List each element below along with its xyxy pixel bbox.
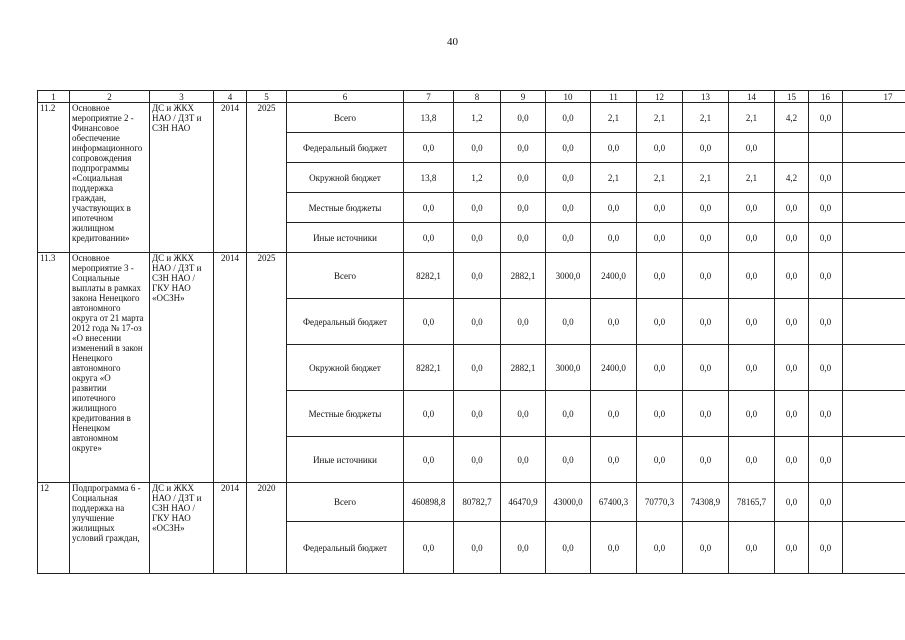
page-number: 40	[447, 36, 458, 48]
amount-cell: 0,0	[637, 522, 683, 574]
amount-cell: 46470,9	[501, 483, 546, 522]
start-year-cell: 2014	[214, 483, 247, 574]
amount-cell: 2882,1	[501, 253, 546, 299]
end-year-cell: 2025	[247, 253, 287, 483]
amount-cell: 0,0	[501, 193, 546, 223]
amount-cell: 0,0	[683, 193, 729, 223]
amount-cell: 0,0	[546, 299, 591, 345]
amount-cell: 460898,8	[404, 483, 454, 522]
amount-cell: 0,0	[454, 437, 501, 483]
column-number-cell: 7	[404, 91, 454, 103]
amount-cell: 0,0	[729, 193, 775, 223]
amount-cell: 0,0	[637, 223, 683, 253]
start-year-cell: 2014	[214, 103, 247, 253]
funding-source-cell: Местные бюджеты	[287, 193, 404, 223]
amount-cell: 0,0	[775, 253, 809, 299]
amount-cell: 0,0	[546, 522, 591, 574]
amount-cell: 0,0	[809, 193, 843, 223]
amount-cell: 0,0	[809, 522, 843, 574]
amount-cell: 0,0	[637, 133, 683, 163]
amount-cell: 0,0	[501, 223, 546, 253]
amount-cell: 0,0	[404, 391, 454, 437]
amount-cell: 0,0	[637, 299, 683, 345]
amount-cell: 0,0	[775, 483, 809, 522]
amount-cell: 0,0	[591, 223, 637, 253]
amount-cell: 0,0	[729, 253, 775, 299]
start-year-cell: 2014	[214, 253, 247, 483]
amount-cell	[843, 391, 905, 437]
amount-cell: 0,0	[546, 103, 591, 133]
amount-cell	[843, 193, 905, 223]
column-number-cell: 5	[247, 91, 287, 103]
amount-cell: 0,0	[454, 253, 501, 299]
measure-name-cell: Подпрограмма 6 - Социальная поддержка на улучшение жилищных условий граждан,	[70, 483, 150, 574]
amount-cell: 0,0	[637, 193, 683, 223]
amount-cell: 0,0	[546, 163, 591, 193]
amount-cell: 0,0	[775, 345, 809, 391]
amount-cell: 0,0	[729, 345, 775, 391]
amount-cell: 0,0	[809, 253, 843, 299]
funding-source-cell: Всего	[287, 103, 404, 133]
amount-cell: 0,0	[591, 437, 637, 483]
amount-cell: 0,0	[404, 522, 454, 574]
amount-cell: 0,0	[637, 253, 683, 299]
amount-cell: 0,0	[501, 103, 546, 133]
amount-cell: 43000,0	[546, 483, 591, 522]
amount-cell: 2,1	[591, 103, 637, 133]
amount-cell: 78165,7	[729, 483, 775, 522]
amount-cell: 4,2	[775, 163, 809, 193]
amount-cell: 0,0	[501, 163, 546, 193]
amount-cell: 0,0	[775, 437, 809, 483]
amount-cell: 0,0	[637, 391, 683, 437]
amount-cell	[809, 133, 843, 163]
column-number-cell: 14	[729, 91, 775, 103]
amount-cell	[843, 437, 905, 483]
amount-cell: 70770,3	[637, 483, 683, 522]
column-number-cell: 10	[546, 91, 591, 103]
amount-cell: 0,0	[454, 522, 501, 574]
amount-cell: 2400,0	[591, 345, 637, 391]
amount-cell: 0,0	[546, 223, 591, 253]
amount-cell: 0,0	[404, 193, 454, 223]
amount-cell: 0,0	[683, 391, 729, 437]
amount-cell: 0,0	[454, 391, 501, 437]
measure-name-cell: Основное мероприятие 2 - Финансовое обеспечение информационного сопровождения подпрограммы «Социальная поддержка граждан, участвующих в ипотечном жилищном кредитовании»	[70, 103, 150, 253]
funding-source-cell: Иные источники	[287, 223, 404, 253]
amount-cell	[843, 522, 905, 574]
amount-cell: 0,0	[775, 391, 809, 437]
column-number-cell: 9	[501, 91, 546, 103]
table-row	[38, 103, 905, 133]
amount-cell: 0,0	[404, 437, 454, 483]
amount-cell	[843, 253, 905, 299]
amount-cell: 0,0	[809, 163, 843, 193]
column-number-cell: 6	[287, 91, 404, 103]
end-year-cell: 2020	[247, 483, 287, 574]
amount-cell: 74308,9	[683, 483, 729, 522]
funding-source-cell: Окружной бюджет	[287, 163, 404, 193]
column-number-cell: 3	[150, 91, 214, 103]
amount-cell: 0,0	[775, 193, 809, 223]
amount-cell: 0,0	[809, 345, 843, 391]
amount-cell: 0,0	[501, 299, 546, 345]
amount-cell: 0,0	[454, 345, 501, 391]
amount-cell: 2,1	[683, 163, 729, 193]
column-number-cell: 1	[38, 91, 70, 103]
amount-cell: 2,1	[729, 163, 775, 193]
amount-cell: 0,0	[809, 483, 843, 522]
amount-cell: 0,0	[637, 437, 683, 483]
amount-cell: 0,0	[683, 133, 729, 163]
funding-source-cell: Иные источники	[287, 437, 404, 483]
amount-cell	[843, 163, 905, 193]
amount-cell: 13,8	[404, 103, 454, 133]
column-number-cell: 8	[454, 91, 501, 103]
amount-cell: 0,0	[546, 437, 591, 483]
amount-cell: 0,0	[809, 391, 843, 437]
amount-cell: 0,0	[729, 133, 775, 163]
amount-cell: 0,0	[775, 299, 809, 345]
amount-cell: 0,0	[683, 522, 729, 574]
amount-cell: 0,0	[775, 223, 809, 253]
column-number-cell: 15	[775, 91, 809, 103]
amount-cell: 0,0	[637, 345, 683, 391]
amount-cell: 0,0	[809, 103, 843, 133]
funding-source-cell: Местные бюджеты	[287, 391, 404, 437]
code-cell: 12	[38, 483, 70, 574]
code-cell: 11.3	[38, 253, 70, 483]
amount-cell	[843, 133, 905, 163]
amount-cell: 0,0	[546, 391, 591, 437]
amount-cell: 1,2	[454, 163, 501, 193]
amount-cell: 67400,3	[591, 483, 637, 522]
amount-cell: 80782,7	[454, 483, 501, 522]
amount-cell: 0,0	[591, 133, 637, 163]
amount-cell: 0,0	[454, 193, 501, 223]
amount-cell: 0,0	[546, 133, 591, 163]
amount-cell: 0,0	[729, 522, 775, 574]
amount-cell: 0,0	[404, 299, 454, 345]
amount-cell: 0,0	[775, 522, 809, 574]
amount-cell: 0,0	[729, 299, 775, 345]
amount-cell: 4,2	[775, 103, 809, 133]
amount-cell: 8282,1	[404, 253, 454, 299]
amount-cell: 0,0	[591, 391, 637, 437]
amount-cell: 0,0	[404, 223, 454, 253]
end-year-cell: 2025	[247, 103, 287, 253]
column-number-cell: 4	[214, 91, 247, 103]
amount-cell: 2882,1	[501, 345, 546, 391]
table-row	[38, 253, 905, 299]
funding-source-cell: Всего	[287, 253, 404, 299]
amount-cell: 0,0	[683, 345, 729, 391]
amount-cell: 0,0	[404, 133, 454, 163]
amount-cell: 3000,0	[546, 253, 591, 299]
column-number-cell: 16	[809, 91, 843, 103]
amount-cell: 2400,0	[591, 253, 637, 299]
amount-cell: 3000,0	[546, 345, 591, 391]
amount-cell: 2,1	[637, 163, 683, 193]
funding-source-cell: Окружной бюджет	[287, 345, 404, 391]
amount-cell	[843, 483, 905, 522]
column-number-cell: 2	[70, 91, 150, 103]
column-number-cell: 13	[683, 91, 729, 103]
code-cell: 11.2	[38, 103, 70, 253]
amount-cell	[843, 345, 905, 391]
budget-table	[37, 90, 905, 574]
amount-cell: 0,0	[501, 437, 546, 483]
amount-cell: 0,0	[729, 223, 775, 253]
column-number-cell: 17	[843, 91, 905, 103]
measure-name-cell: Основное мероприятие 3 - Социальные выплаты в рамках закона Ненецкого автономного округа от 21 марта 2012 года № 17-оз «О внесении изменений в закон Ненецкого автономного округа «О развитии ипотечного жилищного кредитования в Ненецком автономном округе»	[70, 253, 150, 483]
amount-cell: 2,1	[637, 103, 683, 133]
amount-cell: 0,0	[546, 193, 591, 223]
amount-cell: 0,0	[683, 299, 729, 345]
executor-cell: ДС и ЖКХ НАО / ДЗТ и СЗН НАО / ГКУ НАО «ОСЗН»	[150, 483, 214, 574]
amount-cell: 0,0	[683, 253, 729, 299]
amount-cell: 0,0	[591, 193, 637, 223]
header-row	[38, 91, 905, 103]
amount-cell: 0,0	[809, 437, 843, 483]
amount-cell: 13,8	[404, 163, 454, 193]
amount-cell: 0,0	[683, 437, 729, 483]
amount-cell: 0,0	[683, 223, 729, 253]
amount-cell: 0,0	[591, 299, 637, 345]
amount-cell: 0,0	[591, 522, 637, 574]
column-number-cell: 11	[591, 91, 637, 103]
amount-cell: 0,0	[454, 299, 501, 345]
amount-cell: 0,0	[501, 522, 546, 574]
amount-cell: 2,1	[591, 163, 637, 193]
amount-cell	[843, 103, 905, 133]
funding-source-cell: Федеральный бюджет	[287, 522, 404, 574]
amount-cell: 8282,1	[404, 345, 454, 391]
amount-cell: 0,0	[809, 223, 843, 253]
column-number-cell: 12	[637, 91, 683, 103]
amount-cell: 2,1	[729, 103, 775, 133]
amount-cell: 2,1	[683, 103, 729, 133]
funding-source-cell: Федеральный бюджет	[287, 133, 404, 163]
amount-cell	[843, 223, 905, 253]
table-row	[38, 483, 905, 522]
amount-cell: 1,2	[454, 103, 501, 133]
funding-source-cell: Федеральный бюджет	[287, 299, 404, 345]
amount-cell: 0,0	[454, 223, 501, 253]
amount-cell: 0,0	[729, 437, 775, 483]
amount-cell: 0,0	[501, 133, 546, 163]
amount-cell	[775, 133, 809, 163]
funding-source-cell: Всего	[287, 483, 404, 522]
amount-cell: 0,0	[501, 391, 546, 437]
executor-cell: ДС и ЖКХ НАО / ДЗТ и СЗН НАО / ГКУ НАО «ОСЗН»	[150, 253, 214, 483]
amount-cell: 0,0	[454, 133, 501, 163]
amount-cell: 0,0	[809, 299, 843, 345]
executor-cell: ДС и ЖКХ НАО / ДЗТ и СЗН НАО	[150, 103, 214, 253]
amount-cell: 0,0	[729, 391, 775, 437]
amount-cell	[843, 299, 905, 345]
